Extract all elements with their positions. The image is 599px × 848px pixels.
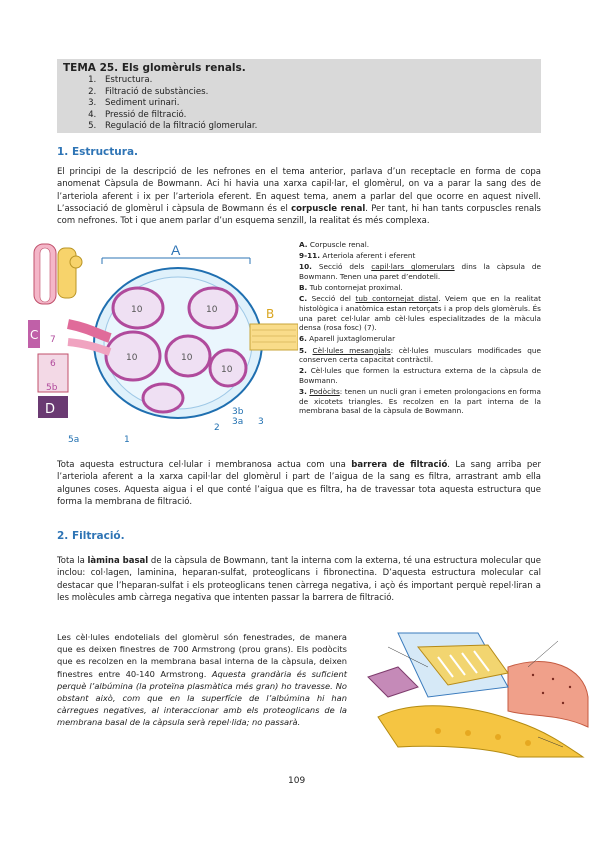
svg-text:3a: 3a (232, 417, 244, 427)
svg-text:10: 10 (206, 305, 218, 315)
topic-list (63, 75, 535, 133)
topic-title: TEMA 25. Els glomèruls renals. (63, 62, 246, 74)
bold-term: corpuscle renal (291, 203, 366, 214)
svg-text:B: B (266, 307, 275, 321)
bold-term: barrera de filtració (351, 460, 448, 470)
svg-text:C: C (30, 328, 39, 342)
section1-paragraph2: Tota aquesta estructura cel·lular i membranosa actua com una barrera de filtració. La sang arriba per l’arteriola aferent a la xarxa capil·lar del glomèrul i part de l’aigua de la sang es filtra, arrastrant amb ella algunes coses. Aquesta aigua i el que conté l’aigua que es filtra, ha de travessar tota aquesta estructura que forma la membrana de filtració. (57, 460, 541, 507)
svg-text:10: 10 (131, 305, 143, 315)
topic-item: 3. Sediment urinari. (99, 98, 535, 110)
legend-item: 9-11. Arteriola aferent i eferent (299, 251, 416, 261)
bold-term: làmina basal (87, 556, 149, 566)
label-A: A (171, 242, 181, 258)
svg-text:5b: 5b (46, 383, 58, 393)
section2-paragraph2: Les cèl·lules endotelials del glomèrul són fenestrades, de manera que es deixen finestres de 700 Armstrong (prou grans). Els podòcits que es recolzen en la membrana basal interna de la càpsula, deixen finestres entre 40-140 Armstrong. Aquesta grandària és suficient perquè l’albúmina (la proteïna plasmàtica més gran) ho travesse. No obstant això, com que en la superfície de l’albúmina hi han càrregues negatives, al interaccionar amb els proteoglicans de la membrana basal de la càpsula serà repel·lida; no passarà. (57, 632, 347, 728)
svg-text:3b: 3b (232, 407, 244, 417)
legend-item: A. Corpuscle renal. (299, 240, 370, 249)
svg-text:5a: 5a (68, 435, 80, 445)
text-run: . Per tant, hi han tants corpuscles renals com nefrones. Tot i que anem parlar d’un esquema senzill, la realitat és més complexa. (57, 203, 541, 227)
section1-paragraph1 (57, 166, 541, 227)
section2-heading: 2. Filtració. (57, 530, 125, 542)
svg-text:6: 6 (50, 359, 56, 369)
svg-text:10: 10 (221, 365, 233, 375)
topic-box (57, 59, 541, 133)
svg-text:10: 10 (181, 353, 193, 363)
legend-item: 3. Podòcits: tenen un nucli gran i emeten prolongacions en forma de xicotets triangles. Es recolzen en la part interna de la membrana basal de la càpsula de Bowmann. (299, 387, 541, 416)
page-number: 109 (288, 776, 306, 786)
topic-item: 2. Filtració de substàncies. (99, 87, 535, 99)
topic-item: 4. Pressió de filtració. (99, 110, 535, 122)
section1-heading: 1. Estructura. (57, 146, 139, 158)
legend-item: 6. Aparell juxtaglomerular (299, 334, 396, 344)
renal-corpuscle-diagram (28, 238, 298, 456)
svg-text:3: 3 (258, 417, 264, 427)
legend-item: C. Secció del tub contornejat distal. Veiem que en la realitat histològica i anatòmica estan retorçats i a prop dels glomèruls. És una paret cel·lular amb cèl·lules especialitzades de la màcula densa (rosa fosc) (7). (299, 294, 541, 333)
figure-legend (299, 240, 541, 417)
legend-item: 5. Cèl·lules mesangials: cèl·lules musculars modificades que conserven certa capacitat contràctil. (299, 345, 541, 365)
topic-item: 5. Regulació de la filtració glomerular. (99, 121, 535, 133)
italic-note: Aquesta grandària és suficient perquè l’albúmina (la proteïna plasmàtica més gran) ho travesse. No obstant això, com que en la superfície de l’albúmina hi han càrregues negatives, al interaccionar amb els proteoglicans de la membrana basal de la càpsula serà repel·lida; no passarà. (57, 668, 347, 728)
filtration-membrane-illustration (358, 627, 590, 767)
section2-paragraph1: Tota la làmina basal de la càpsula de Bowmann, tant la interna com la externa, té una estructura molecular que inclou: col·lagen, laminina, heparan-sulfat, proteoglicans i fibronectina. D’aquesta estructura molecular cal destacar que l’heparan-sulfat i els proteoglicans tenen càrrega negativa, i açò és important perquè repel·liran a les molècules amb càrrega negativa que intenten passar la barrera de filtració. (57, 556, 541, 603)
topic-item: 1. Estructura. (99, 75, 535, 87)
svg-text:7: 7 (50, 335, 56, 345)
svg-text:1: 1 (124, 435, 130, 445)
legend-item: 2. Cèl·lules que formen la estructura externa de la càpsula de Bowmann. (299, 366, 541, 385)
legend-item: B. Tub contornejat proximal. (299, 283, 403, 293)
svg-text:2: 2 (214, 423, 220, 433)
text-run: El principi de la descripció de les nefrones en el tema anterior, parlava d’un receptacle en forma de copa anomenat Càpsula de Bowmann. Aci hi havia una xarxa capil·lar, el glomèrul, on va a parar la sang des de l’arteriola aferent i ix per l’arteriola eferent. En aquest tema, anem a parlar del que ocorre en aquest nivell. L’associació de glomèrul i càpsula de Bowmann és el (57, 167, 541, 214)
svg-text:D: D (45, 402, 56, 417)
svg-text:10: 10 (126, 353, 138, 363)
legend-item: 10. Secció dels capil·lars glomerulars dins la càpsula de Bowmann. Tenen una paret d’endoteli. (299, 262, 542, 281)
